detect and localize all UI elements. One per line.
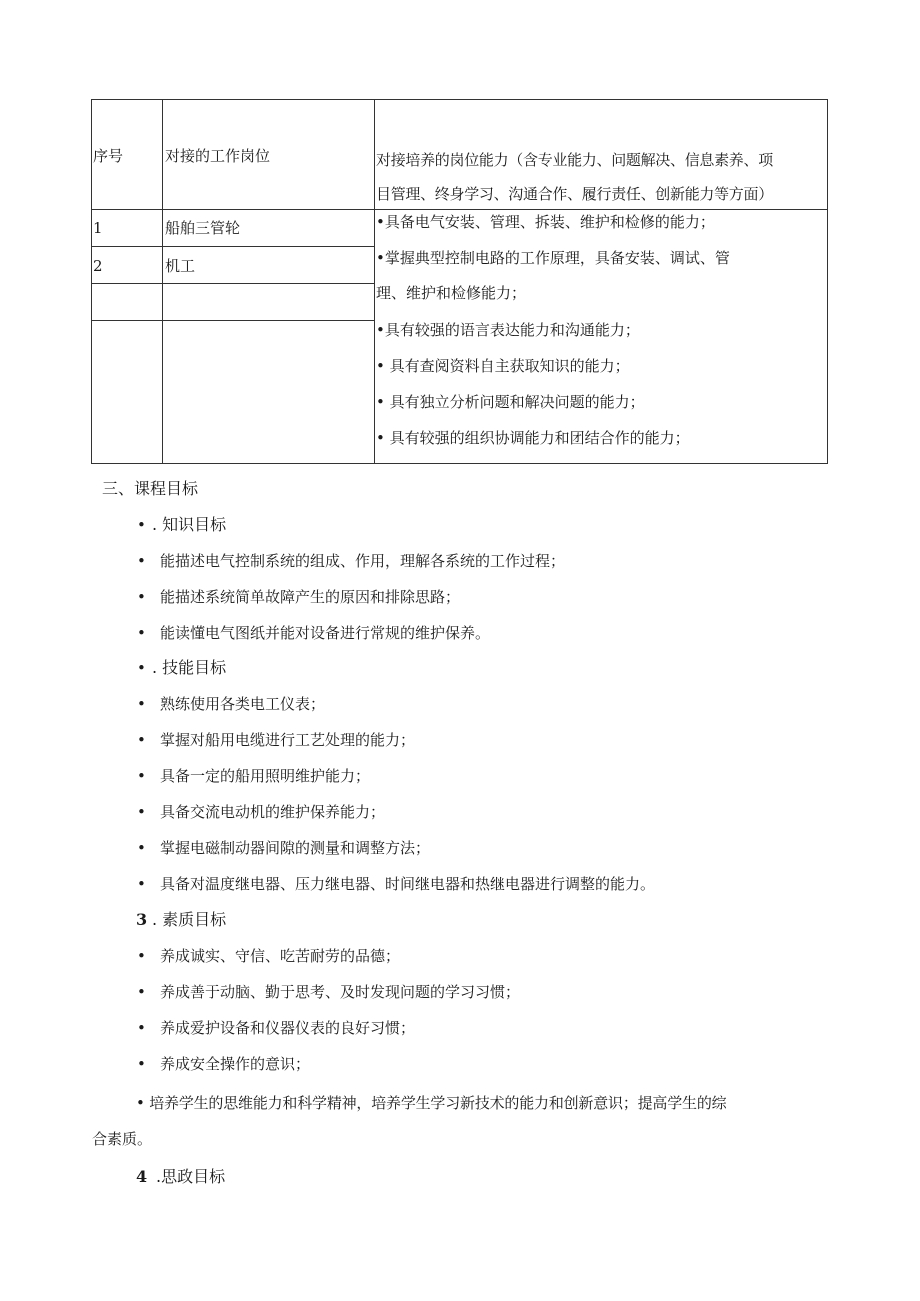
section-title: 三、课程目标 [102,479,199,498]
skill-item: 具备对温度继电器、压力继电器、时间继电器和热继电器进行调整的能力。 [160,875,656,893]
quality-final-line1: • 培养学生的思维能力和科学精神，培养学生学习新技术的能力和创新意识；提高学生的综 [136,1094,727,1112]
ideology-number: 4 [136,1167,148,1186]
bullet-icon: • [137,731,146,749]
ability-item: • 具有较强的组织协调能力和团结合作的能力； [376,429,690,447]
skill-item: 掌握电磁制动器间隙的测量和调整方法； [160,839,431,857]
quality-final-line2: 合素质。 [92,1130,153,1148]
quality-item: 养成善于动脑、勤于思考、及时发现问题的学习习惯； [160,983,521,1001]
header-seq: 序号 [93,147,124,165]
skill-item: 掌握对船用电缆进行工艺处理的能力； [160,731,416,749]
ability-item: • 具有独立分析问题和解决问题的能力； [376,393,645,411]
table-border-row2 [91,283,374,284]
bullet-icon: • [137,947,146,965]
quality-item: 养成诚实、守信、吃苦耐劳的品德； [160,947,401,965]
table-border-right [827,99,828,464]
knowledge-number: • [137,516,146,534]
table-border-left [91,99,92,464]
header-abilities-line1: 对接培养的岗位能力（含专业能力、问题解决、信息素养、项 [376,151,773,169]
table-border-row3 [91,320,374,321]
table-border-bottom [91,463,828,464]
skill-number: • [137,659,146,677]
ability-item: 理、维护和检修能力； [376,284,527,302]
bullet-icon: • [137,1019,146,1037]
header-positions: 对接的工作岗位 [165,147,271,165]
header-abilities-line2: 目管理、终身学习、沟通合作、履行责任、创新能力等方面） [376,185,773,203]
skill-item: 熟练使用各类电工仪表； [160,695,326,713]
table-border-header [91,209,828,210]
row1-position: 船舶三管轮 [165,219,241,237]
bullet-icon: • [137,839,146,857]
ability-item: •具备电气安装、管理、拆装、维护和检修的能力； [376,213,715,231]
ideology-title: .思政目标 [156,1167,226,1186]
skill-item: 具备交流电动机的维护保养能力； [160,803,386,821]
bullet-icon: • [137,588,146,606]
skill-title: . 技能目标 [152,658,227,677]
knowledge-item: 能描述系统简单故障产生的原因和排除思路； [160,588,461,606]
table-border-row1 [91,246,374,247]
bullet-icon: • [137,624,146,642]
quality-number: 3 [136,910,148,929]
quality-item: 养成安全操作的意识； [160,1055,311,1073]
row2-position: 机工 [165,257,196,275]
bullet-icon: • [137,552,146,570]
bullet-icon: • [137,983,146,1001]
knowledge-title: . 知识目标 [152,515,227,534]
ability-item: •具有较强的语言表达能力和沟通能力； [376,321,640,339]
quality-item: 养成爱护设备和仪器仪表的良好习惯； [160,1019,416,1037]
row2-seq: 2 [93,257,103,275]
table-border-col2 [374,99,375,464]
bullet-icon: • [137,803,146,821]
bullet-icon: • [137,1055,146,1073]
table-border-top [91,99,828,100]
skill-item: 具备一定的船用照明维护能力； [160,767,371,785]
quality-title: . 素质目标 [152,910,227,929]
ability-item: •掌握典型控制电路的工作原理，具备安装、调试、管 [376,249,730,267]
ability-item: • 具有查阅资料自主获取知识的能力； [376,357,630,375]
bullet-icon: • [137,875,146,893]
row1-seq: 1 [93,219,103,237]
bullet-icon: • [137,767,146,785]
knowledge-item: 能描述电气控制系统的组成、作用，理解各系统的工作过程； [160,552,566,570]
bullet-icon: • [137,695,146,713]
table-border-col1 [162,99,163,464]
knowledge-item: 能读懂电气图纸并能对设备进行常规的维护保养。 [160,624,491,642]
